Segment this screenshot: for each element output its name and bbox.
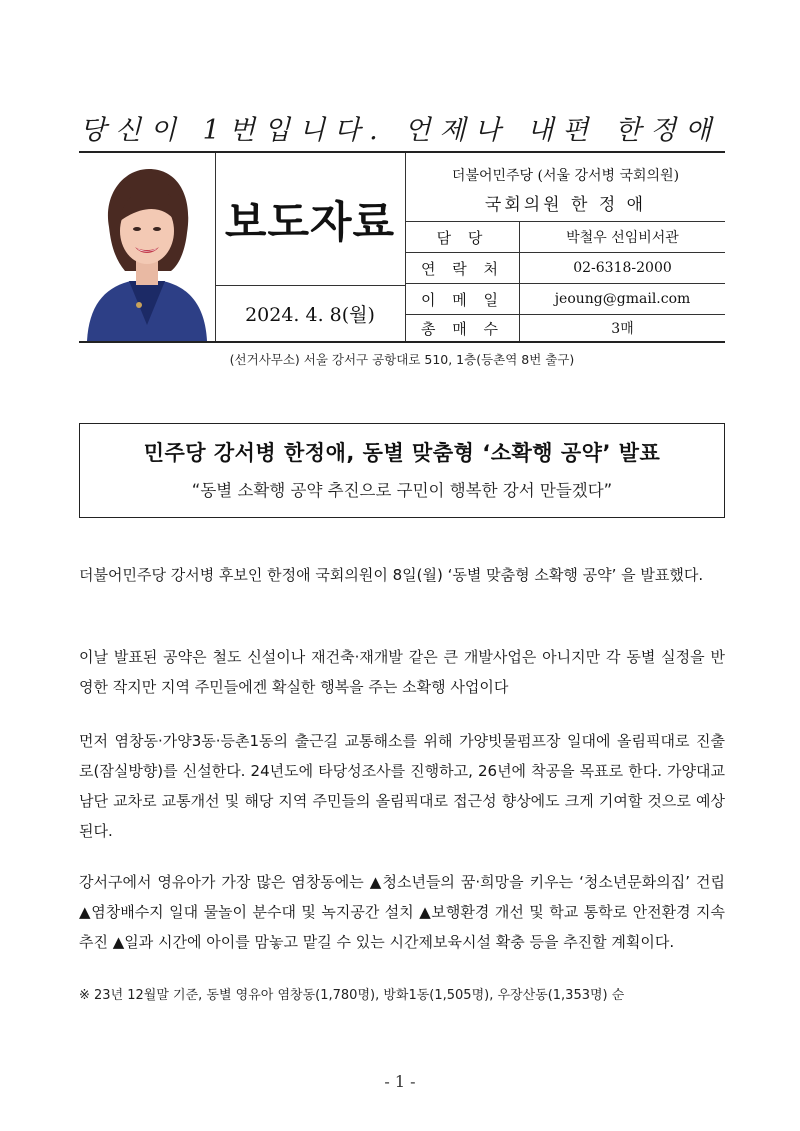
footnote: ※ 23년 12월말 기준, 동별 영유아 염창동(1,780명), 방화1동(1,505명), 우장산동(1,353명) 순 — [79, 988, 625, 1003]
campaign-office-address: (선거사무소) 서울 강서구 공항대로 510, 1층(등촌역 8번 출구) — [229, 352, 575, 367]
paragraph: 이날 발표된 공약은 철도 신설이나 재건축·재개발 같은 큰 개발사업은 아니지만 각 동별 실정을 반영한 작지만 지역 주민들에겐 확실한 행복을 주는 소확행 사업이다 — [79, 648, 725, 696]
paragraph: 먼저 염창동·가양3동·등촌1동의 출근길 교통해소를 위해 가양빗물펌프장 일대에 올림픽대로 진출로(잠실방향)를 신설한다. 24년도에 타당성조사를 진행하고, 26년에 착공을 목표로 한다. 가양대교남단 교차로 교통개선 및 해당 지역 주민들의 올림픽대로 접근성 향상에도 크게 기여할 것으로 예상된다. — [79, 732, 725, 840]
candidate-photo — [79, 155, 214, 341]
paragraph: 더불어민주당 강서병 후보인 한정애 국회의원이 8일(월) ‘동별 맞춤형 소확행 공약’ 을 발표했다. — [79, 566, 704, 584]
contact-person-row — [406, 222, 725, 253]
page-number: - 1 - — [384, 1072, 416, 1091]
page-count-label: 총 매 수 — [406, 315, 520, 341]
slogan: 당신이 1번입니다. 언제나 내편 한정애 — [79, 115, 721, 146]
organization-cell — [406, 153, 725, 222]
headline: 민주당 강서병 한정애, 동별 맞춤형 ‘소확행 공약’ 발표 — [143, 441, 661, 465]
subheadline: “동별 소확행 공약 추진으로 구민이 행복한 강서 만들겠다” — [191, 481, 613, 500]
member-name: 국회의원 한 정 애 — [484, 195, 647, 215]
page-count-row — [406, 315, 725, 341]
release-date: 2024. 4. 8(월) — [215, 285, 406, 341]
email-row — [406, 284, 725, 315]
email-value: jeoung@gmail.com — [554, 291, 691, 307]
title-cell — [215, 153, 406, 286]
phone-value: 02-6318-2000 — [573, 260, 672, 276]
paragraph: 강서구에서 영유아가 가장 많은 염창동에는 ▲청소년들의 꿈·희망을 키우는 ‘청소년문화의집’ 건립 ▲염창배수지 일대 물놀이 분수대 및 녹지공간 설치 ▲보행환경 개선 및 학교 통학로 안전환경 지속 추진 ▲일과 시간에 아이를 맘놓고 맡길 수 있는 시간제보육시설 확충 등을 추진할 계획이다. — [79, 873, 725, 951]
photo-cell — [79, 153, 216, 341]
party-affiliation: 더불어민주당 (서울 강서병 국회의원) — [451, 168, 680, 184]
email-label: 이 메 일 — [406, 284, 520, 314]
contact-person-label: 담 당 — [406, 222, 520, 252]
press-release-title: 보도자료 — [224, 197, 396, 248]
phone-row — [406, 253, 725, 284]
press-release-header — [79, 151, 725, 343]
phone-label: 연 락 처 — [406, 253, 520, 283]
headline-box — [79, 423, 725, 518]
contact-person-value: 박철우 선임비서관 — [566, 230, 679, 246]
page-count-value: 3매 — [611, 321, 634, 337]
